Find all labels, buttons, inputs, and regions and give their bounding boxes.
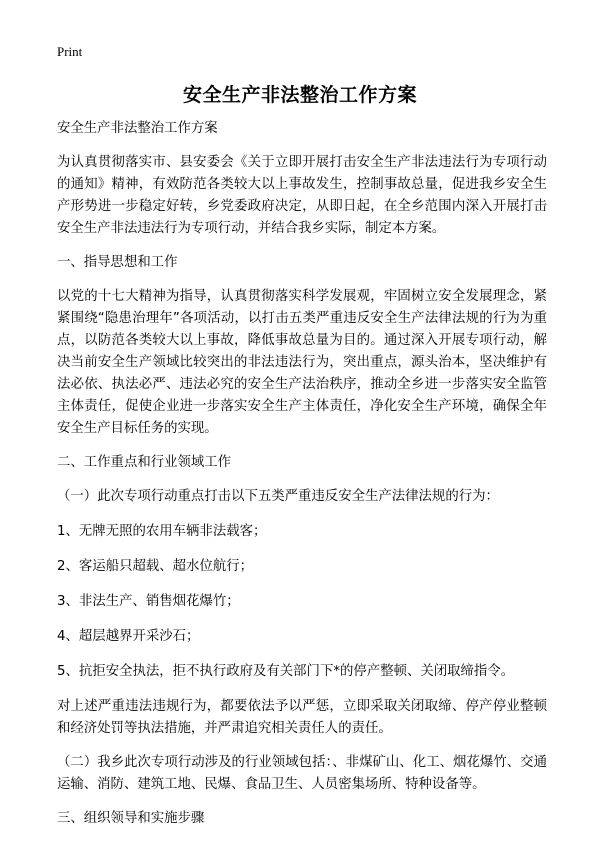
- section-heading-2: 二、工作重点和行业领域工作: [57, 455, 232, 470]
- list-item-5: 5、抗拒安全执法，拒不执行政府及有关部门下*的停产整顿、关闭取缔指令。: [57, 664, 515, 679]
- section-heading-1: 一、指导思想和工作: [57, 255, 178, 270]
- list-item-1: 1、无牌无照的农用车辆非法载客；: [57, 524, 267, 539]
- subtitle-paragraph: 安全生产非法整治工作方案: [57, 121, 218, 136]
- list-item-4: 4、超层越界开采沙石；: [57, 629, 200, 644]
- document-title: 安全生产非法整治工作方案: [182, 84, 417, 106]
- section-heading-3: 三、组织领导和实施步骤: [57, 811, 205, 826]
- enforcement-paragraph: 对上述严重违法违规行为，都要依法予以严惩，立即采取关闭取缔、停产停业整顿和经济处罚等执法措施，并严肃追究相关责任人的责任。: [57, 699, 547, 736]
- subsection-2-paragraph: （二）我乡此次专项行动涉及的行业领域包括：、非煤矿山、化工、烟花爆竹、交通运输、消防、建筑工地、民爆、食品卫生、人员密集场所、特种设备等。: [57, 755, 547, 792]
- guiding-ideology-paragraph: 以党的十七大精神为指导，认真贯彻落实科学发展观，牢固树立安全发展理念，紧紧围绕“隐患治理年”各项活动，以打击五类严重违反安全生产法律法规的行为为重点，以防范各类较大以上事故，降低事故总量为目的。通过深入开展专项行动，解决当前安全生产领域比较突出的非法违法行为，突出重点，源头治本，坚决维护有法必依、执法必严、违法必究的安全生产法治秩序，推动全乡进一步落实安全监管主体责任，促使企业进一步落实安全生产主体责任，净化安全生产环境，确保全年安全生产目标任务的实现。: [57, 289, 547, 436]
- document-body: [57, 118, 547, 842]
- list-item-3: 3、非法生产、销售烟花爆竹；: [57, 594, 240, 609]
- intro-paragraph: 为认真贯彻落实市、县安委会《关于立即开展打击安全生产非法违法行为专项行动的通知》精神，有效防范各类较大以上事故发生，控制事故总量，促进我乡安全生产形势进一步稳定好转，乡党委政府决定，从即日起，在全乡范围内深入开展打击安全生产非法违法行为专项行动，并结合我乡实际，制定本方案。: [57, 155, 547, 236]
- subsection-1-paragraph: （一）此次专项行动重点打击以下五类严重违反安全生产法律法规的行为：: [57, 489, 499, 504]
- print-link[interactable]: Print: [57, 44, 83, 59]
- list-item-2: 2、客运船只超载、超水位航行；: [57, 559, 253, 574]
